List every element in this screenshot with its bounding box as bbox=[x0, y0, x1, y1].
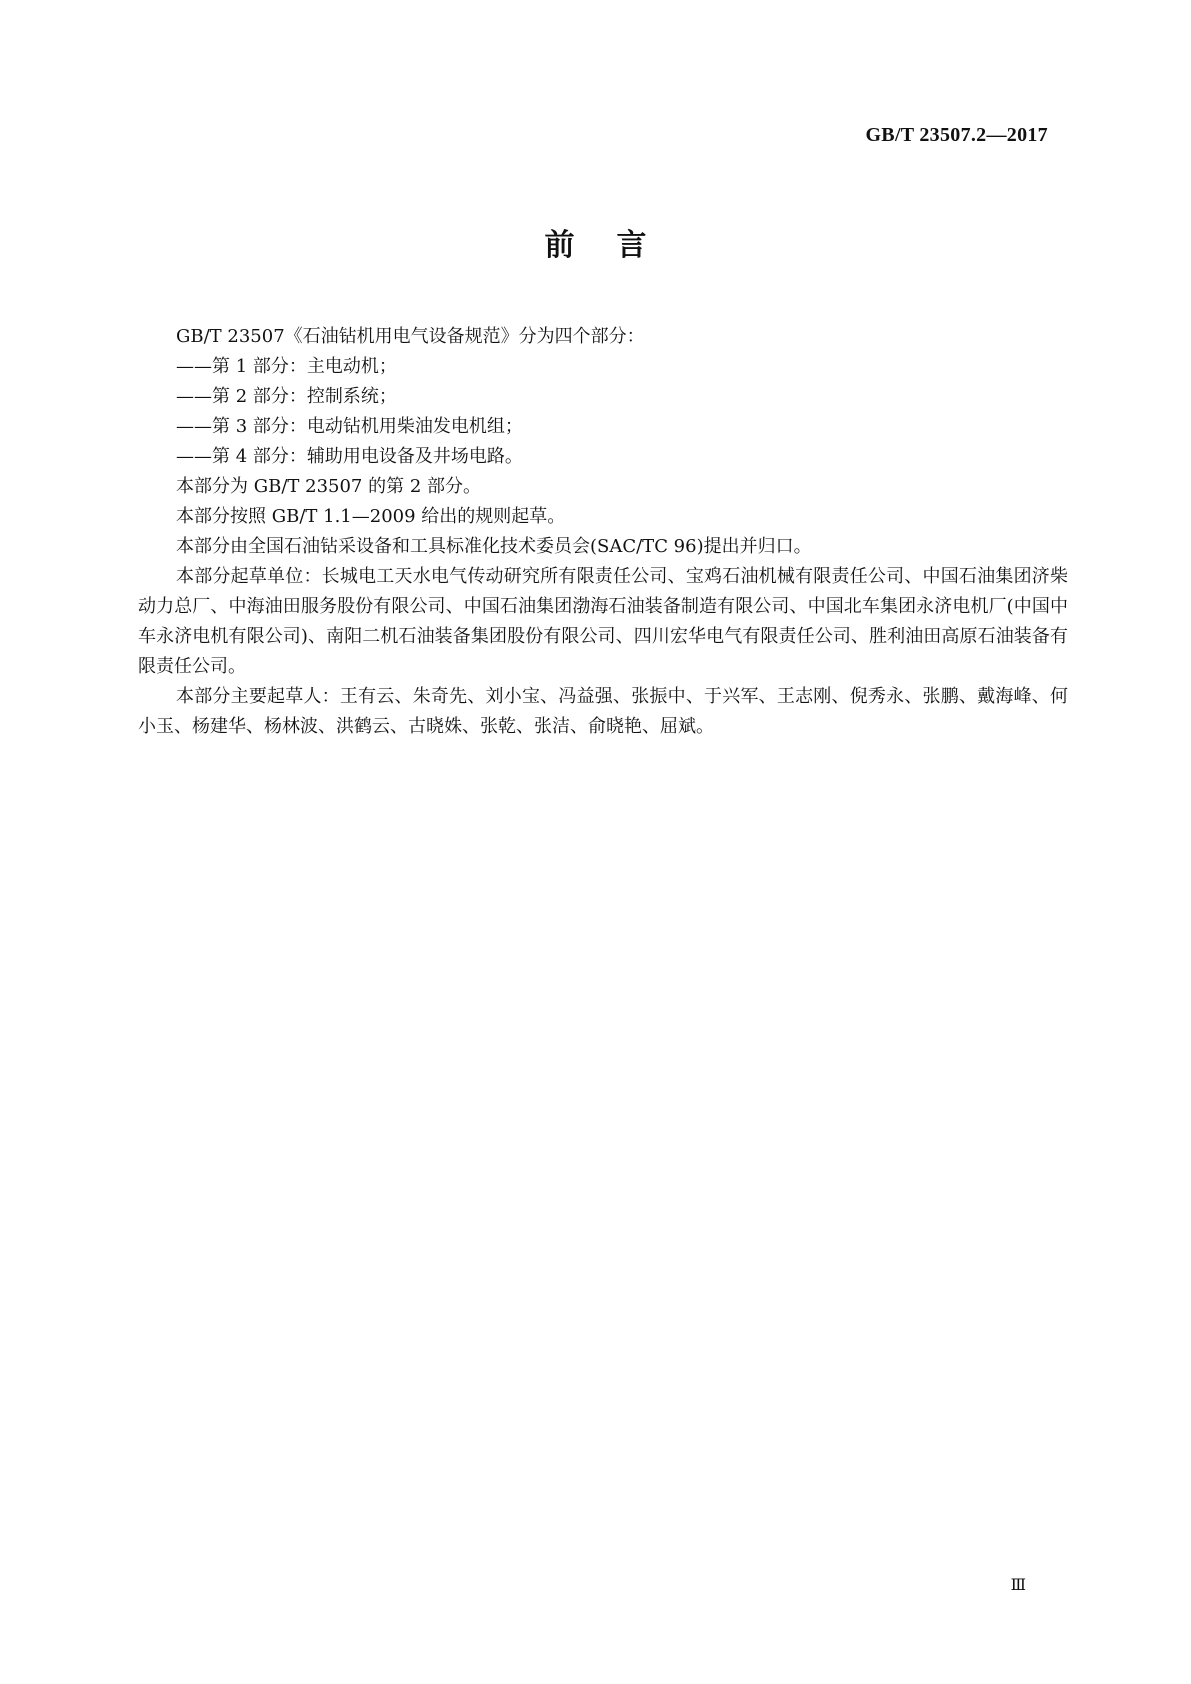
standard-number: GB/T 23507.2—2017 bbox=[865, 124, 1048, 146]
list-item-part-1: ——第 1 部分：主电动机； bbox=[176, 356, 397, 377]
page-title: 前言 bbox=[544, 228, 689, 263]
paragraph-this-part: 本部分为 GB/T 23507 的第 2 部分。 bbox=[176, 476, 481, 497]
foreword-body bbox=[138, 322, 1068, 742]
list-item-part-2: ——第 2 部分：控制系统； bbox=[176, 386, 397, 407]
page-number: Ⅲ bbox=[1010, 1577, 1027, 1594]
list-item-part-3: ——第 3 部分：电动钻机用柴油发电机组； bbox=[176, 416, 523, 437]
list-item-part-4: ——第 4 部分：辅助用电设备及井场电路。 bbox=[176, 446, 523, 467]
paragraph-drafting-units: 本部分起草单位：长城电工天水电气传动研究所有限责任公司、宝鸡石油机械有限责任公司、中国石油集团济柴动力总厂、中海油田服务股份有限公司、中国石油集团渤海石油装备制造有限公司、中国北车集团永济电机厂(中国中车永济电机有限公司)、南阳二机石油装备集团股份有限公司、四川宏华电气有限责任公司、胜利油田高原石油装备有限责任公司。 bbox=[138, 566, 1068, 677]
paragraph-series-intro: GB/T 23507《石油钻机用电气设备规范》分为四个部分： bbox=[176, 326, 645, 347]
paragraph-drafting-rules: 本部分按照 GB/T 1.1—2009 给出的规则起草。 bbox=[176, 506, 566, 527]
paragraph-proposed-by: 本部分由全国石油钻采设备和工具标准化技术委员会(SAC/TC 96)提出并归口。 bbox=[176, 536, 812, 557]
paragraph-drafters: 本部分主要起草人：王有云、朱奇先、刘小宝、冯益强、张振中、于兴军、王志刚、倪秀永、张鹏、戴海峰、何小玉、杨建华、杨林波、洪鹤云、古晓姝、张乾、张洁、俞晓艳、屈斌。 bbox=[138, 686, 1068, 737]
